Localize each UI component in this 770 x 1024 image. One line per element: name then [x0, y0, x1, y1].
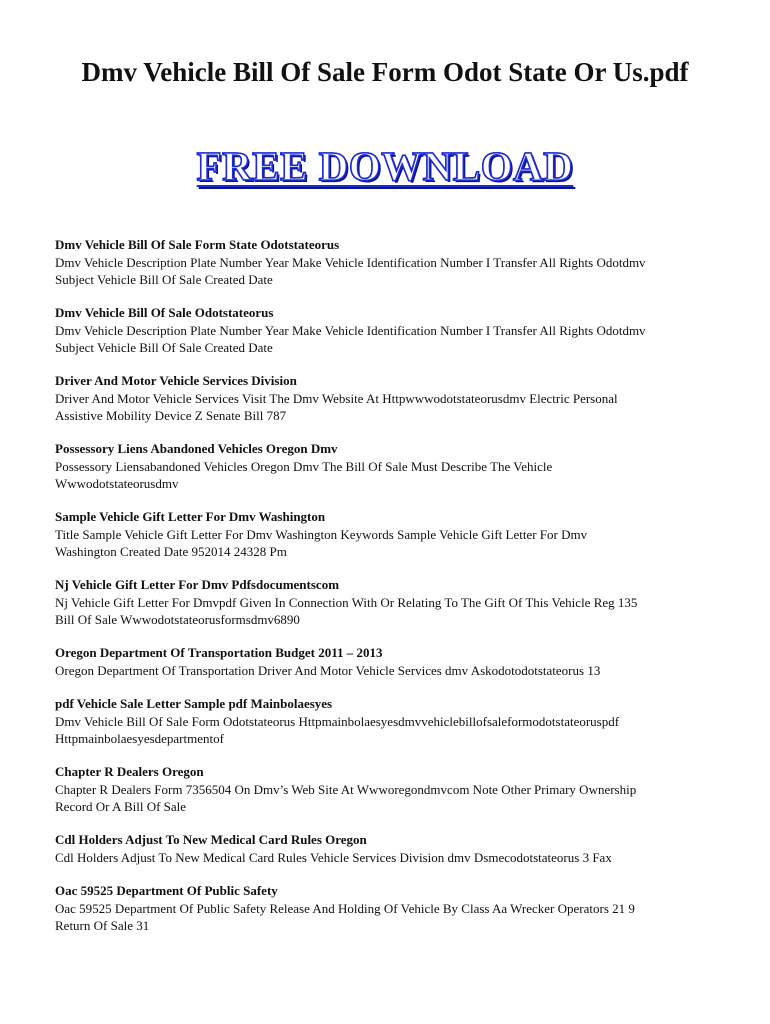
entry-title: Dmv Vehicle Bill Of Sale Form State Odotstateorus	[55, 237, 340, 252]
entry-title: Chapter R Dealers Oregon	[55, 764, 204, 779]
list-item	[55, 304, 735, 356]
entry-title: Cdl Holders Adjust To New Medical Card Rules Oregon	[55, 832, 367, 847]
entry-title: pdf Vehicle Sale Letter Sample pdf Mainbolaesyes	[55, 696, 333, 711]
entry-description-line: Washington Created Date 952014 24328 Pm	[55, 544, 287, 559]
entry-description-line: Assistive Mobility Device Z Senate Bill 787	[55, 408, 287, 423]
list-item	[55, 236, 735, 288]
entry-list	[55, 236, 735, 950]
entry-description-line: Return Of Sale 31	[55, 918, 150, 933]
list-item	[55, 763, 735, 815]
entry-title: Nj Vehicle Gift Letter For Dmv Pdfsdocumentscom	[55, 577, 340, 592]
entry-description-line: Nj Vehicle Gift Letter For Dmvpdf Given In Connection With Or Relating To The Gift Of This Vehicle Reg 135	[55, 595, 638, 610]
entry-description-line: Oregon Department Of Transportation Driver And Motor Vehicle Services dmv Askodotodotstateorus 13	[55, 663, 601, 678]
entry-description-line: Subject Vehicle Bill Of Sale Created Date	[55, 272, 273, 287]
entry-title: Possessory Liens Abandoned Vehicles Oregon Dmv	[55, 441, 338, 456]
page-title: Dmv Vehicle Bill Of Sale Form Odot State Or Us.pdf	[81, 57, 689, 87]
entry-description-line: Wwwodotstateorusdmv	[55, 476, 179, 491]
entry-description-line: Oac 59525 Department Of Public Safety Release And Holding Of Vehicle By Class Aa Wrecker Operators 21 9	[55, 901, 635, 916]
list-item	[55, 831, 735, 866]
entry-description-line: Cdl Holders Adjust To New Medical Card Rules Vehicle Services Division dmv Dsmecodotstateorus 3 Fax	[55, 850, 612, 865]
entry-title: Dmv Vehicle Bill Of Sale Odotstateorus	[55, 305, 274, 320]
entry-title: Oac 59525 Department Of Public Safety	[55, 883, 278, 898]
list-item	[55, 508, 735, 560]
entry-description-line: Httpmainbolaesyesdepartmentof	[55, 731, 224, 746]
entry-description-line: Subject Vehicle Bill Of Sale Created Date	[55, 340, 273, 355]
entry-description-line: Driver And Motor Vehicle Services Visit The Dmv Website At Httpwwwodotstateorusdmv Electric Personal	[55, 391, 618, 406]
entry-description-line: Record Or A Bill Of Sale	[55, 799, 187, 814]
list-item	[55, 882, 735, 934]
entry-description-line: Dmv Vehicle Bill Of Sale Form Odotstateorus Httpmainbolaesyesdmvvehiclebillofsaleformodotstateoruspdf	[55, 714, 620, 729]
entry-description-line: Dmv Vehicle Description Plate Number Year Make Vehicle Identification Number I Transfer All Rights Odotdmv	[55, 323, 646, 338]
list-item	[55, 440, 735, 492]
free-download-link[interactable]: FREE DOWNLOAD	[196, 143, 574, 189]
list-item	[55, 372, 735, 424]
entry-description-line: Dmv Vehicle Description Plate Number Year Make Vehicle Identification Number I Transfer All Rights Odotdmv	[55, 255, 646, 270]
entry-description-line: Chapter R Dealers Form 7356504 On Dmv’s Web Site At Wwworegondmvcom Note Other Primary Ownership	[55, 782, 637, 797]
entry-title: Driver And Motor Vehicle Services Division	[55, 373, 297, 388]
entry-description-line: Possessory Liensabandoned Vehicles Oregon Dmv The Bill Of Sale Must Describe The Vehicle	[55, 459, 553, 474]
entry-title: Oregon Department Of Transportation Budget 2011 – 2013	[55, 645, 383, 660]
list-item	[55, 695, 735, 747]
entry-title: Sample Vehicle Gift Letter For Dmv Washington	[55, 509, 326, 524]
list-item	[55, 644, 735, 679]
entry-description-line: Title Sample Vehicle Gift Letter For Dmv Washington Keywords Sample Vehicle Gift Letter For Dmv	[55, 527, 588, 542]
entry-description-line: Bill Of Sale Wwwodotstateorusformsdmv6890	[55, 612, 300, 627]
list-item	[55, 576, 735, 628]
